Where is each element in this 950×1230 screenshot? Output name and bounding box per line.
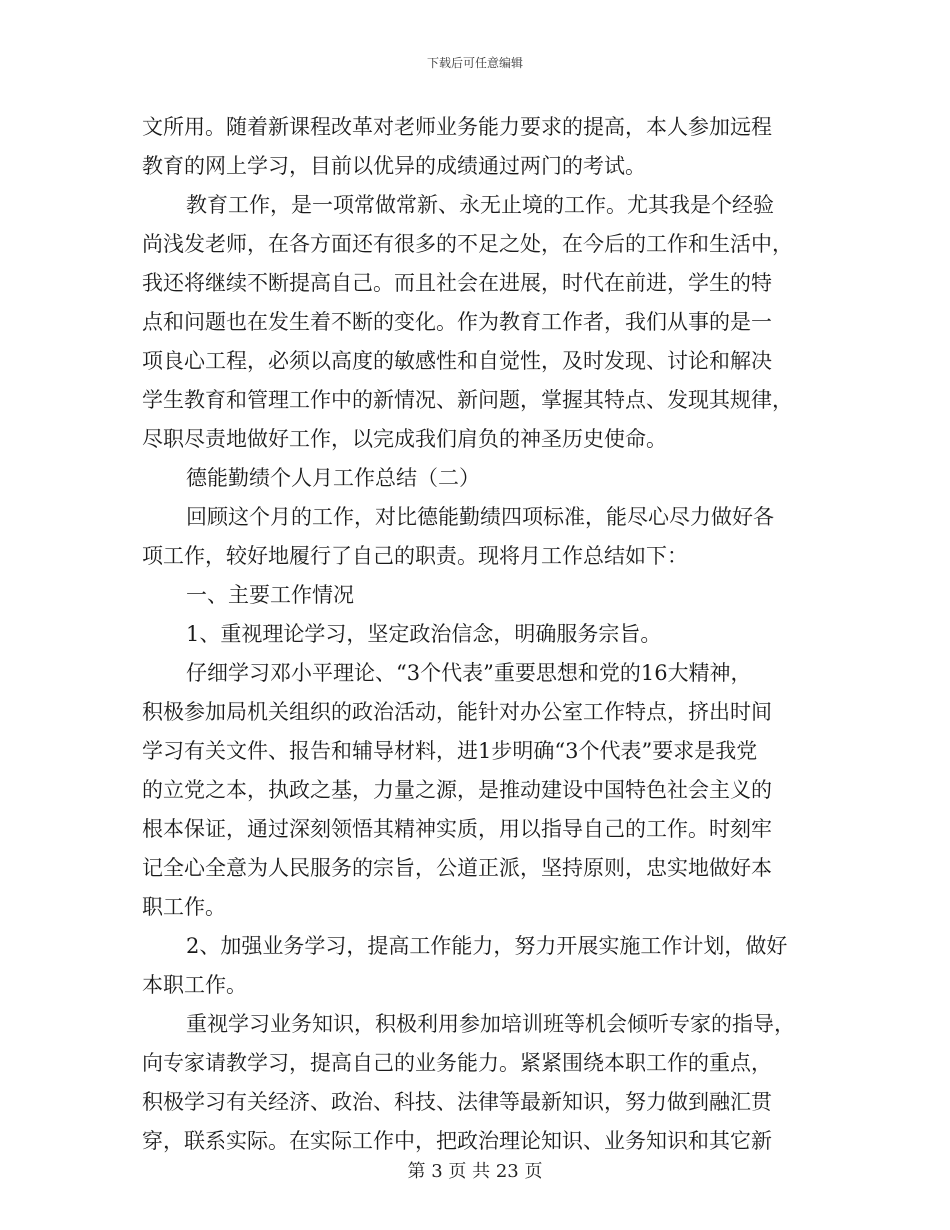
document-body xyxy=(142,108,810,1161)
text-line: 项良心工程，必须以高度的敏感性和自觉性，及时发现、讨论和解决 xyxy=(142,349,772,373)
text-line: 积极学习有关经济、政治、科技、法律等最新知识，努力做到融汇贯 xyxy=(142,1090,772,1114)
text-line: 重视学习业务知识，积极利用参加培训班等机会倾听专家的指导， xyxy=(186,1012,795,1036)
text-line: 2、加强业务学习，提高工作能力，努力开展实施工作计划，做好 xyxy=(186,934,788,958)
text-line: 学生教育和管理工作中的新情况、新问题，掌握其特点、发现其规律， xyxy=(142,388,793,412)
text-line: 尚浅发老师，在各方面还有很多的不足之处，在今后的工作和生活中， xyxy=(142,232,793,256)
text-line: 教育的网上学习，目前以优异的成绩通过两门的考试。 xyxy=(142,154,646,178)
text-line: 向专家请教学习，提高自己的业务能力。紧紧围绕本职工作的重点， xyxy=(142,1051,772,1075)
text-line: 文所用。随着新课程改革对老师业务能力要求的提高，本人参加远程 xyxy=(142,115,772,139)
text-line: 尽职尽责地做好工作，以完成我们肩负的神圣历史使命。 xyxy=(142,427,667,451)
section-heading: 德能勤绩个人月工作总结（二） xyxy=(186,466,480,490)
text-line: 回顾这个月的工作，对比德能勤绩四项标准，能尽心尽力做好各 xyxy=(186,505,774,529)
text-line: 仔细学习邓小平理论、“3个代表”重要思想和党的16大精神， xyxy=(186,661,752,685)
text-line: 穿，联系实际。在实际工作中，把政治理论知识、业务知识和其它新 xyxy=(142,1129,772,1153)
text-line: 的立党之本，执政之基，力量之源，是推动建设中国特色社会主义的 xyxy=(142,778,772,802)
text-line: 记全心全意为人民服务的宗旨，公道正派，坚持原则，忠实地做好本 xyxy=(142,856,772,880)
page-number-footer: 第 3 页 共 23 页 xyxy=(407,1161,543,1182)
text-line: 积极参加局机关组织的政治活动，能针对办公室工作特点，挤出时间 xyxy=(142,700,772,724)
text-line: 教育工作，是一项常做常新、永无止境的工作。尤其我是个经验 xyxy=(186,193,774,217)
text-line: 根本保证，通过深刻领悟其精神实质，用以指导自己的工作。时刻牢 xyxy=(142,817,772,841)
text-line: 学习有关文件、报告和辅导材料，进1步明确“3个代表”要求是我党 xyxy=(142,739,758,763)
text-line: 点和问题也在发生着不断的变化。作为教育工作者，我们从事的是一 xyxy=(142,310,772,334)
page-header: 下载后可任意编辑 xyxy=(426,56,523,70)
text-line: 项工作，较好地履行了自己的职责。现将月工作总结如下： xyxy=(142,544,688,568)
text-line: 本职工作。 xyxy=(142,973,247,997)
section-heading: 一、主要工作情况 xyxy=(186,583,354,607)
text-line: 职工作。 xyxy=(142,895,226,919)
text-line: 1、重视理论学习，坚定政治信念，明确服务宗旨。 xyxy=(186,622,662,646)
text-line: 我还将继续不断提高自己。而且社会在进展，时代在前进，学生的特 xyxy=(142,271,772,295)
